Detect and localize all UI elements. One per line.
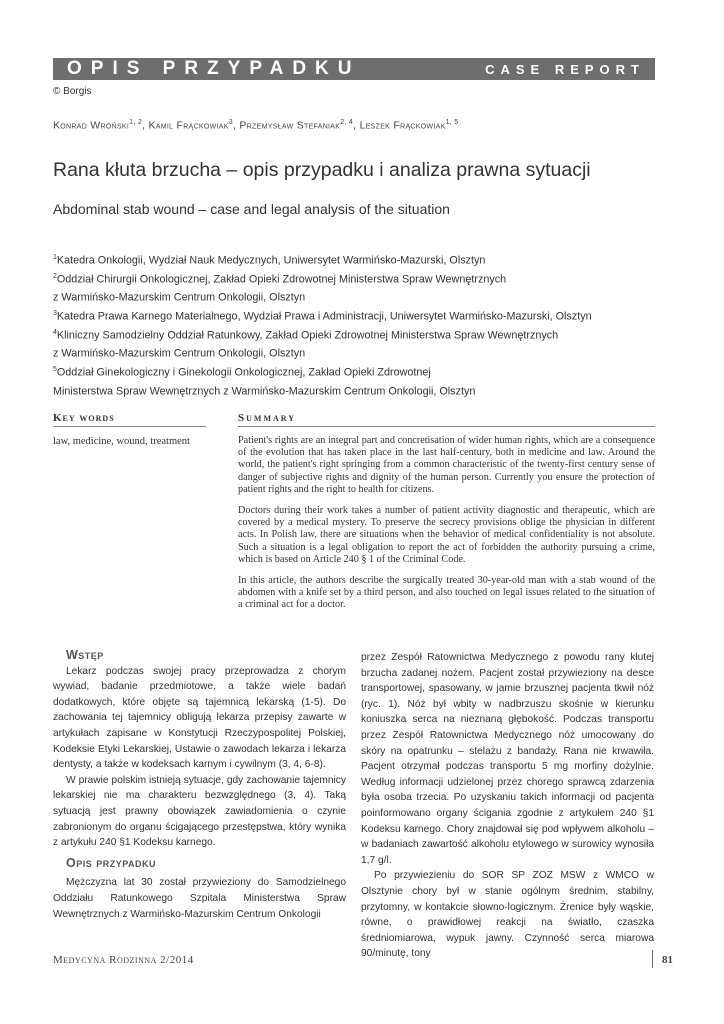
- footer-journal-name: Medycyna Rodzinna 2/2014: [53, 954, 194, 966]
- affiliation-line: [53, 325, 673, 344]
- page-number: 81: [662, 954, 673, 966]
- affiliation-line: [53, 269, 673, 288]
- summary-paragraph: Patient's rights are an integral part and concretisation of wider human rights, which are a consequence of the evolution that has taken place in the last half-century, both in medicine and law. Around the world, the patient's right springing from a common characteristic of the twenty-first century sense of danger of subjective rights and dignity of the human person. Currently you ensure the protection of patient rights and the right to health for citizens.: [238, 435, 655, 495]
- affiliation-number: 4: [53, 328, 57, 336]
- affiliation-text: Kliniczny Samodzielny Oddział Ratunkowy, Zakład Opieki Zdrowotnej Ministerstwa Spraw Wewnętrznych: [56, 329, 559, 342]
- author-affiliation-ref: 1, 2: [129, 119, 143, 126]
- affiliation-text: Oddział Chirurgii Onkologicznej, Zakład Opieki Zdrowotnej Ministerstwa Spraw Wewnętrznych: [56, 273, 507, 286]
- author-name: Konrad Wroński: [53, 119, 130, 132]
- affiliation-text: z Warmińsko-Mazurskim Centrum Onkologii, Olsztyn: [53, 291, 306, 304]
- body-paragraph: Mężczyzna lat 30 został przywieziony do Samodzielnego Oddziału Ratunkowego Szpitala Ministerstwa Spraw Wewnętrznych z Warmińsko-Mazurskim Centrum Onkologii: [53, 877, 346, 920]
- author-affiliation-ref: 3: [228, 119, 233, 126]
- keywords-divider: [53, 426, 206, 427]
- affiliation-number: 5: [53, 366, 57, 374]
- author-affiliation-ref: 2, 4: [340, 119, 354, 126]
- summary-heading: Summary: [238, 412, 297, 424]
- body-paragraph: W prawie polskim istnieją sytuacje, gdy zachowanie tajemnicy lekarskiej nie ma charakteru bezwzględnego (3, 4). Taką sytuacją jest prawny obowiązek zawiadomienia o czynie zabronionym do organu ścigającego przestępstwa, który wynika z artykułu 240 §1 Kodeksu karnego.: [53, 774, 346, 849]
- affiliation-line: [53, 343, 673, 362]
- author-separator: ,: [232, 119, 240, 132]
- affiliation-text: Oddział Ginekologiczny i Ginekologii Onkologicznej, Zakład Opieki Zdrowotnej: [56, 366, 431, 379]
- keywords-text: law, medicine, wound, treatment: [53, 436, 190, 447]
- affiliation-text: Katedra Onkologii, Wydział Nauk Medycznych, Uniwersytet Warmińsko-Mazurski, Olsztyn: [56, 254, 486, 267]
- body-paragraph: Po przywiezieniu do SOR SP ZOZ MSW z WMCO w Olsztynie chory był w stanie ogólnym średnim, stabilny, przytomny, w kontakcie słowno-logicznym. Źrenice były wąskie, równe, o prawidłowej reakcji na światło, czaszka średniomiarowa, wypuk jawny. Czynność serca miarowa 90/minutę, tony: [361, 870, 654, 960]
- summary-divider: [238, 426, 655, 427]
- footer-divider: [652, 950, 653, 968]
- affiliation-line: [53, 306, 673, 325]
- author-affiliation-ref: 1, 5: [445, 119, 459, 126]
- body-column-right: [361, 650, 654, 962]
- affiliation-text: Katedra Prawa Karnego Materialnego, Wydział Prawa i Administracji, Uniwersytet Warmińsko-Mazurski, Olsztyn: [56, 310, 592, 323]
- affiliation-line: [53, 250, 673, 269]
- article-title-polish: Rana kłuta brzucha – opis przypadku i analiza prawna sytuacji: [53, 159, 591, 181]
- author-separator: ,: [353, 119, 360, 132]
- keywords-heading: Key words: [53, 412, 115, 424]
- author-name: Przemysław Stefaniak: [239, 119, 341, 132]
- banner-label-en: CASE REPORT: [485, 61, 645, 77]
- author-separator: ,: [142, 119, 149, 132]
- banner-label-pl: OPIS PRZYPADKU: [67, 58, 361, 79]
- body-paragraph: przez Zespół Ratownictwa Medycznego z powodu rany kłutej brzucha zadanej nożem. Pacjent został przywieziony na desce transportowej, spasowany, w jamie brzusznej pacjenta tkwił nóż (ryc. 1). Nóż był wbity w nadbrzuszu skośnie w kierunku koniuszka serca na nieznaną głębokość. Podczas transportu przez Zespół Ratownictwa Medycznego nóż umocowany do skóry na opatrunku – stelażu z bandaży. Rana nie krwawiła. Pacjent otrzymał podczas transportu 5 mg morfiny dożylnie. Według informacji udzielonej przez chorego sprawcą zdarzenia była osoba trzecia. Po uzyskaniu takich informacji od pacjenta poinformowano organy ścigania zgodnie z artykułem 240 §1 Kodeksu karnego. Chory znajdował się pod wpływem alkoholu – w badaniach zawartość alkoholu etylowego w surowicy wynosiła 1,7 g/l.: [361, 652, 654, 866]
- affiliation-text: z Warmińsko-Mazurskim Centrum Onkologii, Olsztyn: [53, 348, 306, 361]
- section-banner: [53, 58, 655, 80]
- affiliation-line: [53, 287, 673, 306]
- affiliation-line: [53, 381, 673, 400]
- body-paragraph: Lekarz podczas swojej pracy przeprowadza z chorym wywiad, badanie przedmiotowe, a także wiele badań dodatkowych, które objęte są tajemnicą lekarską (1-5). Do zachowania tej tajemnicy obligują lekarza przepisy zawarte w artykułach zapisane w Konstytucji Rzeczypospolitej Polskiej, Kodeksie Etyki Lekarskiej, Ustawie o zawodach lekarza i lekarza dentysty, a także w kodeksach karnym i cywilnym (3, 4, 6-8).: [53, 665, 346, 771]
- author-name: Leszek Frąckowiak: [359, 119, 446, 132]
- affiliation-text: Ministerstwa Spraw Wewnętrznych z Warmińsko-Mazurskim Centrum Onkologii, Olsztyn: [53, 385, 476, 398]
- section-heading-introduction: Wstęp: [66, 648, 104, 662]
- affiliation-number: 2: [53, 272, 57, 280]
- author-name: Kamil Frąckowiak: [148, 119, 229, 132]
- affiliation-list: [53, 250, 673, 400]
- affiliation-number: 1: [53, 254, 57, 261]
- copyright-notice: © Borgis: [53, 86, 92, 97]
- summary-paragraph: Doctors during their work takes a number of patient activity diagnostic and therapeutic, which are covered by a medical mystery. To preserve the secrecy provisions oblige the physician in different acts. In Polish law, there are situations when the behavior of medical confidentiality is not absolute. Such a situation is a legal obligation to report the act of forbidden the authority pursuing a crime, which is based on Article 240 § 1 of the Criminal Code.: [238, 505, 655, 565]
- affiliation-line: [53, 362, 673, 381]
- body-column-left: [53, 648, 346, 922]
- section-heading-case-description: Opis przypadku: [66, 855, 157, 870]
- affiliation-number: 3: [53, 310, 57, 318]
- summary-block: [238, 435, 655, 621]
- author-list: [53, 119, 458, 132]
- summary-paragraph: In this article, the authors describe the surgically treated 30-year-old man with a stab wound of the abdomen with a knife set by a third person, and also touched on legal issues related to the situation of a criminal act for a doctor.: [238, 575, 655, 611]
- article-title-english: Abdominal stab wound – case and legal analysis of the situation: [53, 201, 450, 217]
